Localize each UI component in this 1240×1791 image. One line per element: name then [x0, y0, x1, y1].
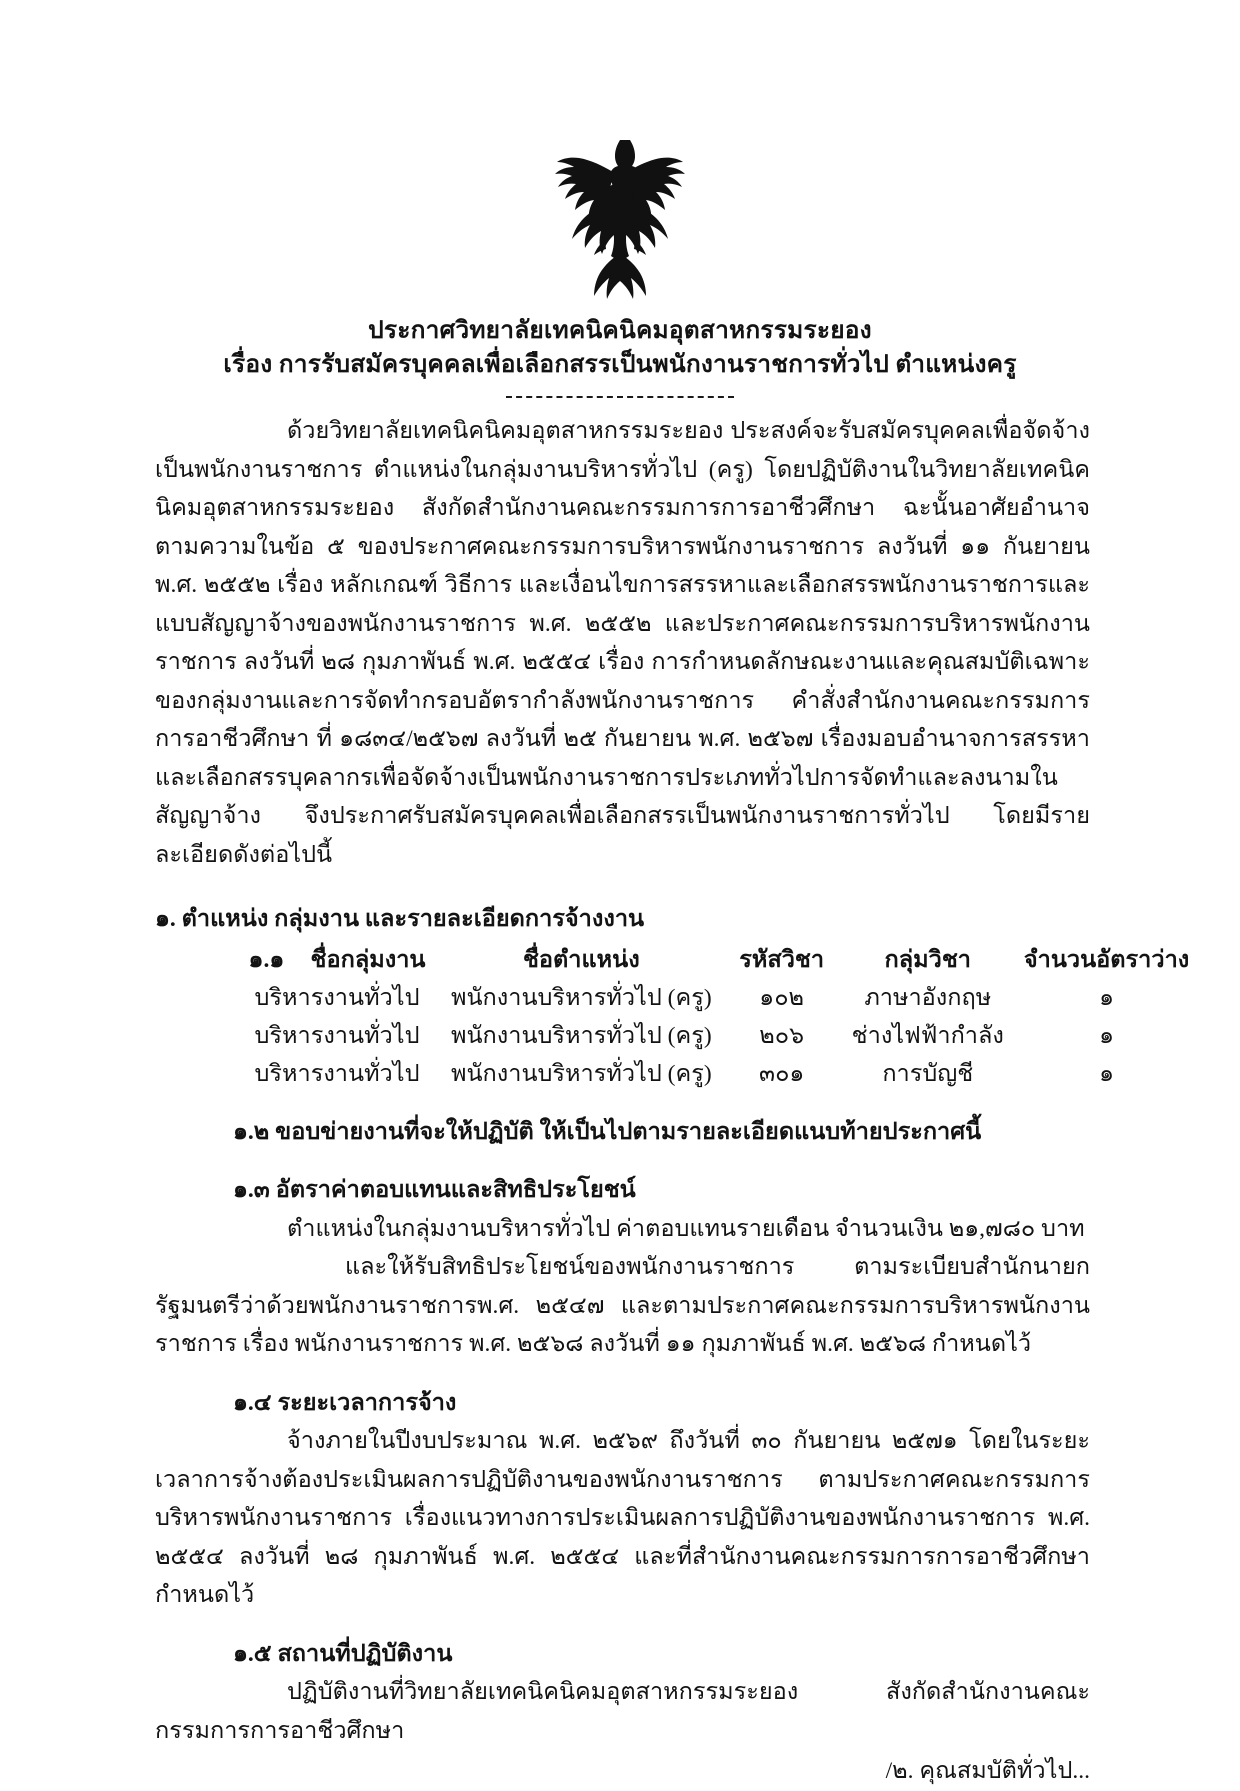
page-continuation-marker: /๒. คุณสมบัติทั่วไป... [885, 1758, 1090, 1784]
cell-group: บริหารงานทั่วไป [254, 1022, 420, 1049]
cell-position: พนักงานบริหารทั่วไป (ครู) [451, 984, 712, 1011]
section-1-2-heading [155, 1113, 1090, 1152]
table-row [233, 1017, 1199, 1055]
section-1-4-title: ระยะเวลาการจ้าง [277, 1389, 457, 1416]
document-body [0, 412, 1240, 1791]
positions-table-head [233, 941, 1199, 979]
section-1-heading [155, 900, 1090, 939]
cell-position: พนักงานบริหารทั่วไป (ครู) [451, 1022, 712, 1049]
cell-code: ๑๐๒ [759, 984, 805, 1011]
cell-group: บริหารงานทั่วไป [254, 1060, 420, 1087]
intro-paragraph: ด้วยวิทยาลัยเทคนิคนิคมอุตสาหกรรมระยอง ประสงค์จะรับสมัครบุคคลเพื่อจัดจ้างเป็นพนักงานราชการ ตำแหน่งในกลุ่มงานบริหารทั่วไป (ครู) โดยปฏิบัติงานในวิทยาลัยเทคนิคนิคมอุตสาหกรรมระยอง สังกัดสำนักงานคณะกรรมการการอาชีวศึกษา ฉะนั้นอาศัยอำนาจตามความในข้อ ๕ ของประกาศคณะกรรมการบริหารพนักงานราชการ ลงวันที่ ๑๑ กันยายน พ.ศ. ๒๕๕๒ เรื่อง หลักเกณฑ์ วิธีการ และเงื่อนไขการสรรหาและเลือกสรรพนักงานราชการและแบบสัญญาจ้างของพนักงานราชการ พ.ศ. ๒๕๕๒ และประกาศคณะกรรมการบริหารพนักงานราชการ ลงวันที่ ๒๘ กุมภาพันธ์ พ.ศ. ๒๕๕๔ เรื่อง การกำหนดลักษณะงานและคุณสมบัติเฉพาะของกลุ่มงานและการจัดทำกรอบอัตรากำลังพนักงานราชการ คำสั่งสำนักงานคณะกรรมการการอาชีวศึกษา ที่ ๑๘๓๔/๒๕๖๗ ลงวันที่ ๒๕ กันยายน พ.ศ. ๒๕๖๗ เรื่องมอบอำนาจการสรรหาและเลือกสรรบุคลากรเพื่อจัดจ้างเป็นพนักงานราชการประเภททั่วไปการจัดทำและลงนามในสัญญาจ้าง จึงประกาศรับสมัครบุคคลเพื่อเลือกสรรเป็นพนักงานราชการทั่วไป โดยมีรายละเอียดดังต่อไปนี้ [155, 418, 1090, 868]
section-1-3-body: และให้รับสิทธิประโยชน์ของพนักงานราชการ ตามระเบียบสำนักนายกรัฐมนตรีว่าด้วยพนักงานราชการพ.ศ. ๒๕๔๗ และตามประกาศคณะกรรมการบริหารพนักงานราชการ เรื่อง พนักงานราชการ พ.ศ. ๒๕๖๘ ลงวันที่ ๑๑ กุมภาพันธ์ พ.ศ. ๒๕๖๘ กำหนดไว้ [155, 1254, 1090, 1357]
section-1-3-heading [155, 1171, 1090, 1210]
th-position: ชื่อตำแหน่ง [522, 946, 640, 973]
th-code: รหัสวิชา [739, 946, 825, 973]
positions-table-body [233, 979, 1199, 1093]
section-1-5 [155, 1635, 1090, 1751]
cell-count: ๑ [1099, 1022, 1115, 1049]
cell-subject: การบัญชี [882, 1060, 974, 1087]
table-row [233, 1055, 1199, 1093]
cell-code: ๒๐๖ [759, 1022, 805, 1049]
section-1-2 [155, 1113, 1090, 1152]
th-group [233, 941, 441, 979]
emblem-container [0, 0, 1240, 300]
cell-count: ๑ [1099, 1060, 1115, 1087]
section-1-number: ๑. [155, 906, 176, 932]
section-1 [155, 900, 1190, 1791]
cell-subject: ช่างไฟฟ้ากำลัง [851, 1022, 1004, 1049]
table-header-row [233, 941, 1199, 979]
document-subtitle: เรื่อง การรับสมัครบุคคลเพื่อเลือกสรรเป็นพนักงานราชการทั่วไป ตำแหน่งครู [223, 351, 1017, 378]
garuda-emblem [535, 132, 705, 300]
section-1-4-heading [155, 1384, 1090, 1423]
section-1-4-body: จ้างภายในปีงบประมาณ พ.ศ. ๒๕๖๙ ถึงวันที่ ๓๐ กันยายน ๒๕๗๑ โดยในระยะเวลาการจ้างต้องประเมินผลการปฏิบัติงานของพนักงานราชการ ตามประกาศคณะกรรมการบริหารพนักงานราชการ เรื่องแนวทางการประเมินผลการปฏิบัติงานของพนักงานราชการ พ.ศ. ๒๕๕๔ ลงวันที่ ๒๘ กุมภาพันธ์ พ.ศ. ๒๕๕๔ และที่สำนักงานคณะกรรมการการอาชีวศึกษา กำหนดไว้ [155, 1428, 1090, 1608]
cell-code: ๓๐๑ [759, 1060, 805, 1087]
section-1-4-number: ๑.๔ [233, 1389, 272, 1416]
section-1-4 [155, 1384, 1090, 1615]
section-1-5-body: ปฏิบัติงานที่วิทยาลัยเทคนิคนิคมอุตสาหกรรมระยอง สังกัดสำนักงานคณะกรรมการการอาชีวศึกษา [155, 1679, 1090, 1744]
section-1-1-number: ๑.๑ [248, 946, 285, 973]
cell-subject: ภาษาอังกฤษ [864, 984, 992, 1011]
section-1-5-title: สถานที่ปฏิบัติงาน [277, 1640, 453, 1667]
section-1-2-title: ขอบข่ายงานที่จะให้ปฏิบัติ ให้เป็นไปตามรายละเอียดแนบท้ายประกาศนี้ [275, 1118, 982, 1145]
th-subject: กลุ่มวิชา [884, 946, 972, 973]
section-1-5-heading [155, 1635, 1090, 1674]
dashed-separator [506, 396, 734, 398]
cell-position: พนักงานบริหารทั่วไป (ครู) [451, 1060, 712, 1087]
cell-count: ๑ [1099, 984, 1115, 1011]
table-row [233, 979, 1199, 1017]
th-group-label: ชื่อกลุ่มงาน [310, 946, 426, 973]
section-1-2-number: ๑.๒ [233, 1118, 270, 1145]
cell-group: บริหารงานทั่วไป [254, 984, 420, 1011]
separator-container [0, 396, 1240, 398]
section-1-title: ตำแหน่ง กลุ่มงาน และรายละเอียดการจ้างงาน [181, 906, 645, 932]
document-title: ประกาศวิทยาลัยเทคนิคนิคมอุตสาหกรรมระยอง [368, 317, 872, 344]
section-1-5-number: ๑.๕ [233, 1640, 272, 1667]
section-1-3 [155, 1171, 1090, 1364]
positions-table [233, 941, 1199, 1093]
section-1-3-line1: ตำแหน่งในกลุ่มงานบริหารทั่วไป ค่าตอบแทนรายเดือน จำนวนเงิน ๒๑,๗๘๐ บาท [287, 1215, 1085, 1242]
section-1-3-number: ๑.๓ [233, 1177, 270, 1203]
section-1-3-title: อัตราค่าตอบแทนและสิทธิประโยชน์ [275, 1177, 636, 1203]
th-vacancy-count: จำนวนอัตราว่าง [1023, 946, 1190, 973]
